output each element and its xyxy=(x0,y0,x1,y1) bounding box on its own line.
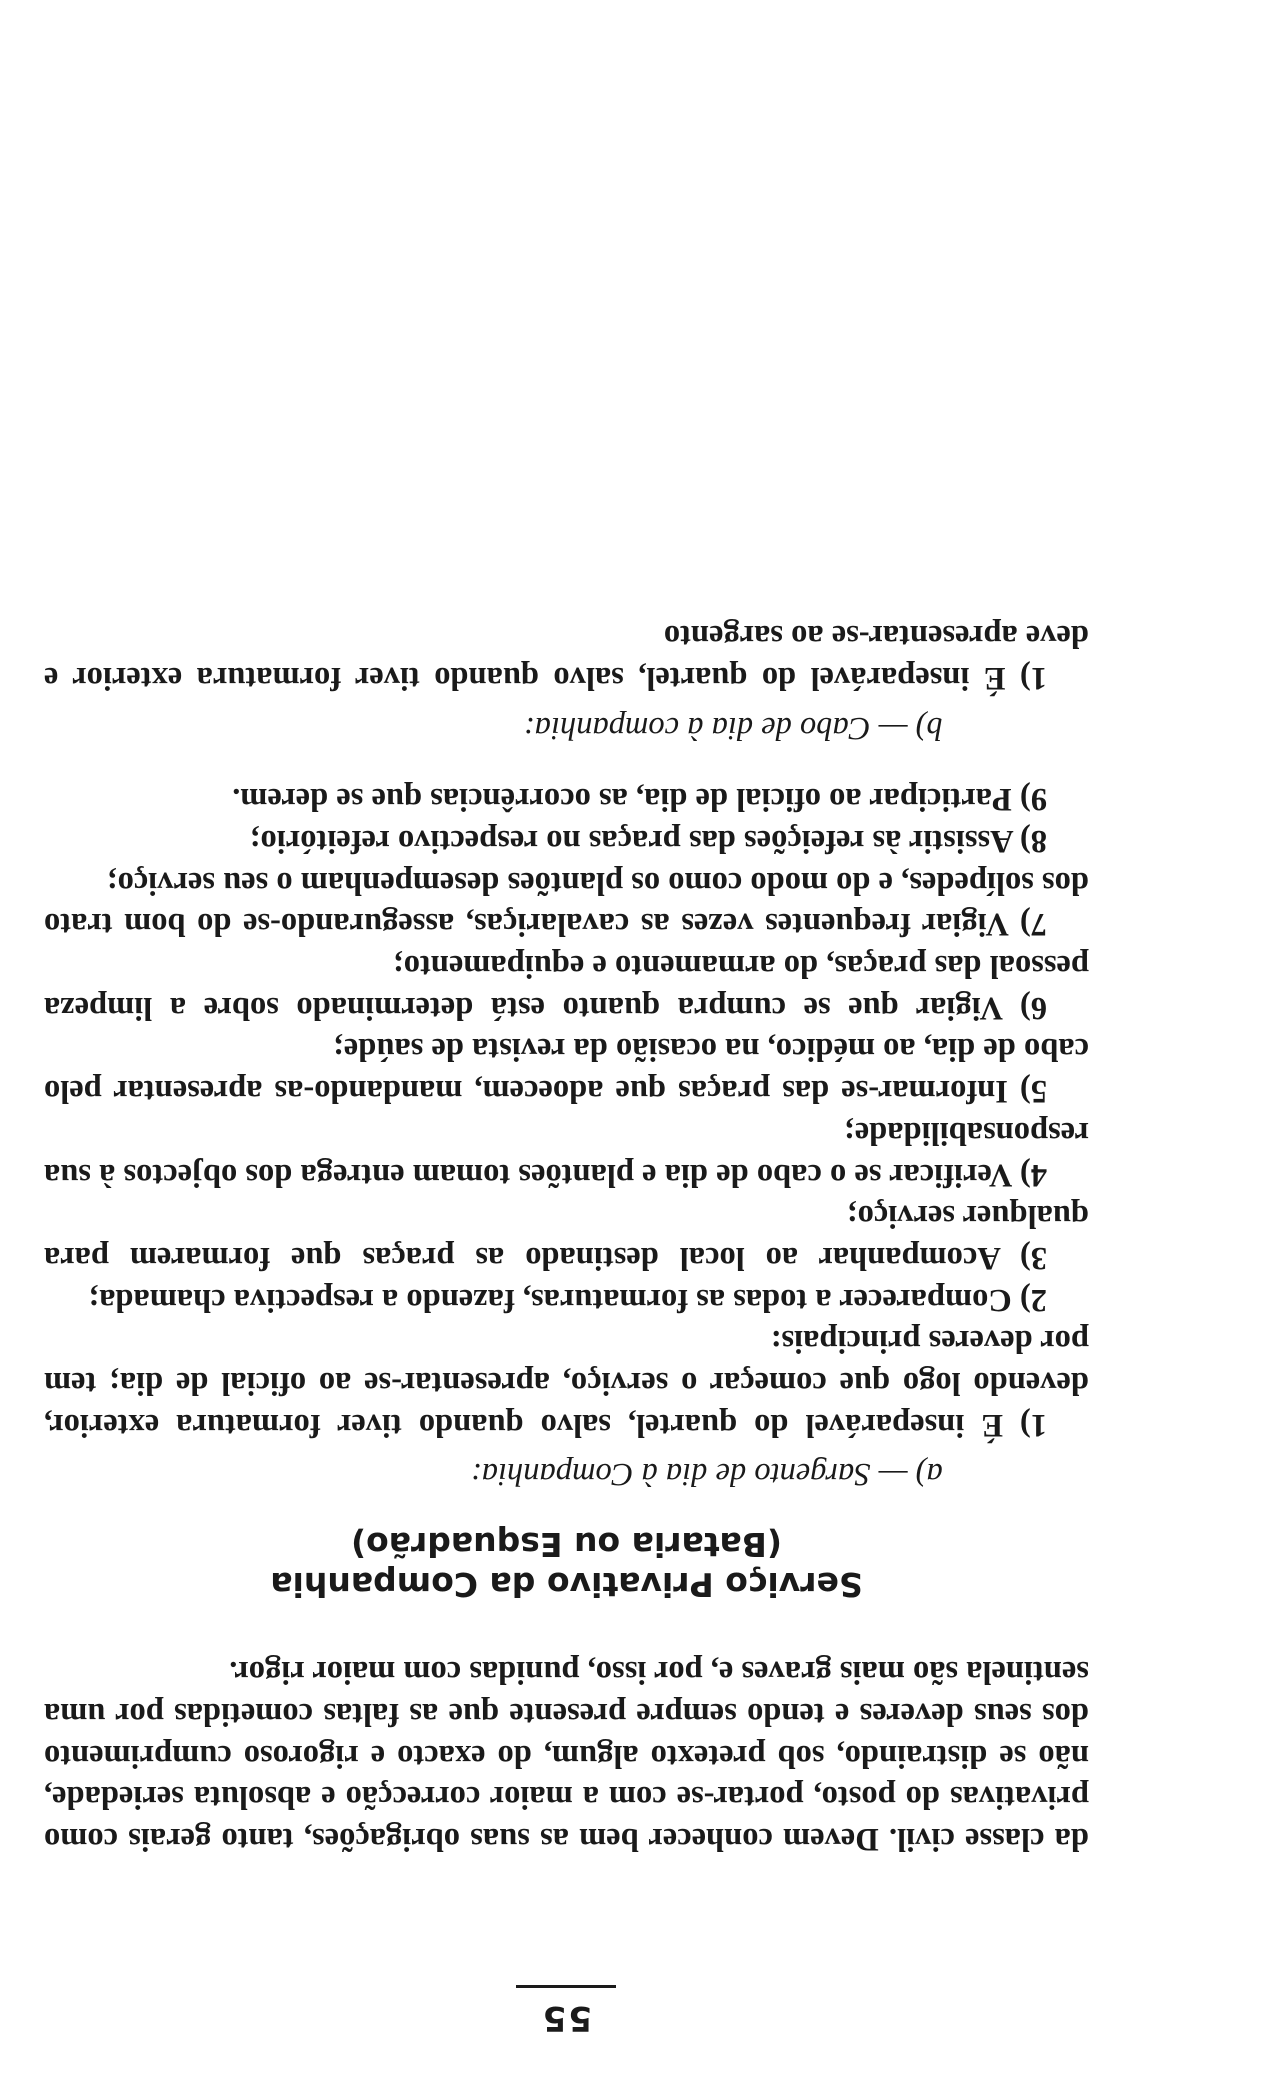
section-title: Serviço Privativo da Companhia xyxy=(270,1565,863,1605)
intro-paragraph: da classe civil. Devem conhecer bem as suas obrigações, tanto gerais como privativas do posto, portar-se com a maior correcção e absoluta seriedade, não se distraindo, sob pretexto algum, do exacto e rigoroso cumprimento dos seus deveres e tendo sempre presente que as faltas cometidas por uma sentinela são mais graves e, por isso, punidas com maior rigor. xyxy=(44,1654,1089,1857)
sargento-item: 2) Comparecer a todas as formaturas, fazendo a respectiva chamada; xyxy=(88,1281,1047,1318)
sargento-item: 9) Participar ao oficial de dia, as ocorrências que se derem. xyxy=(232,781,1047,818)
sargento-item: 3) Acompanhar ao local destinado as praças que formarem para qualquer serviço; xyxy=(44,1198,1089,1276)
sargento-item: 7) Vigiar frequentes vezes as cavalariças, assegurando-se do bom trato dos solípedes, e do modo como os plantões desempenham o seu serviço; xyxy=(44,864,1089,943)
sargento-item: 5) Informar-se das praças que adoecem, mandando-as apresentar pelo cabo de dia, ao médico, na ocasião da revista de saúde; xyxy=(44,1031,1089,1110)
page-number-rule xyxy=(517,1985,617,1988)
section-subtitle: (Bataria ou Esquadrão) xyxy=(350,1525,783,1565)
cabo-item: 1) É inseparável do quartel, salvo quando tiver formatura exterior e deve apresentar-se ao sargento xyxy=(44,618,1089,696)
cabo-heading: b) — Cabo de dia à companhia: xyxy=(523,709,943,746)
sargento-heading: a) — Sargento de dia à Companhia: xyxy=(470,1456,943,1493)
sargento-item: 8) Assistir às refeições das praças no respectivo refeitório; xyxy=(249,822,1047,859)
sargento-item: 6) Vigiar que se cumpra quanto está determinado sobre a limpeza pessoal das praças, do armamento e equipamento; xyxy=(44,948,1089,1026)
sargento-item: 1) É inseparável do quartel, salvo quando tiver formatura exterior, devendo logo que começar o serviço, apresentar-se ao oficial de dia; tem por deveres principais: xyxy=(44,1323,1089,1443)
page-content xyxy=(44,614,1089,2038)
sargento-item: 4) Verificar se o cabo de dia e plantões tomam entrega dos objectos à sua responsabilidade; xyxy=(44,1114,1089,1193)
page-number: 55 xyxy=(540,1998,593,2038)
